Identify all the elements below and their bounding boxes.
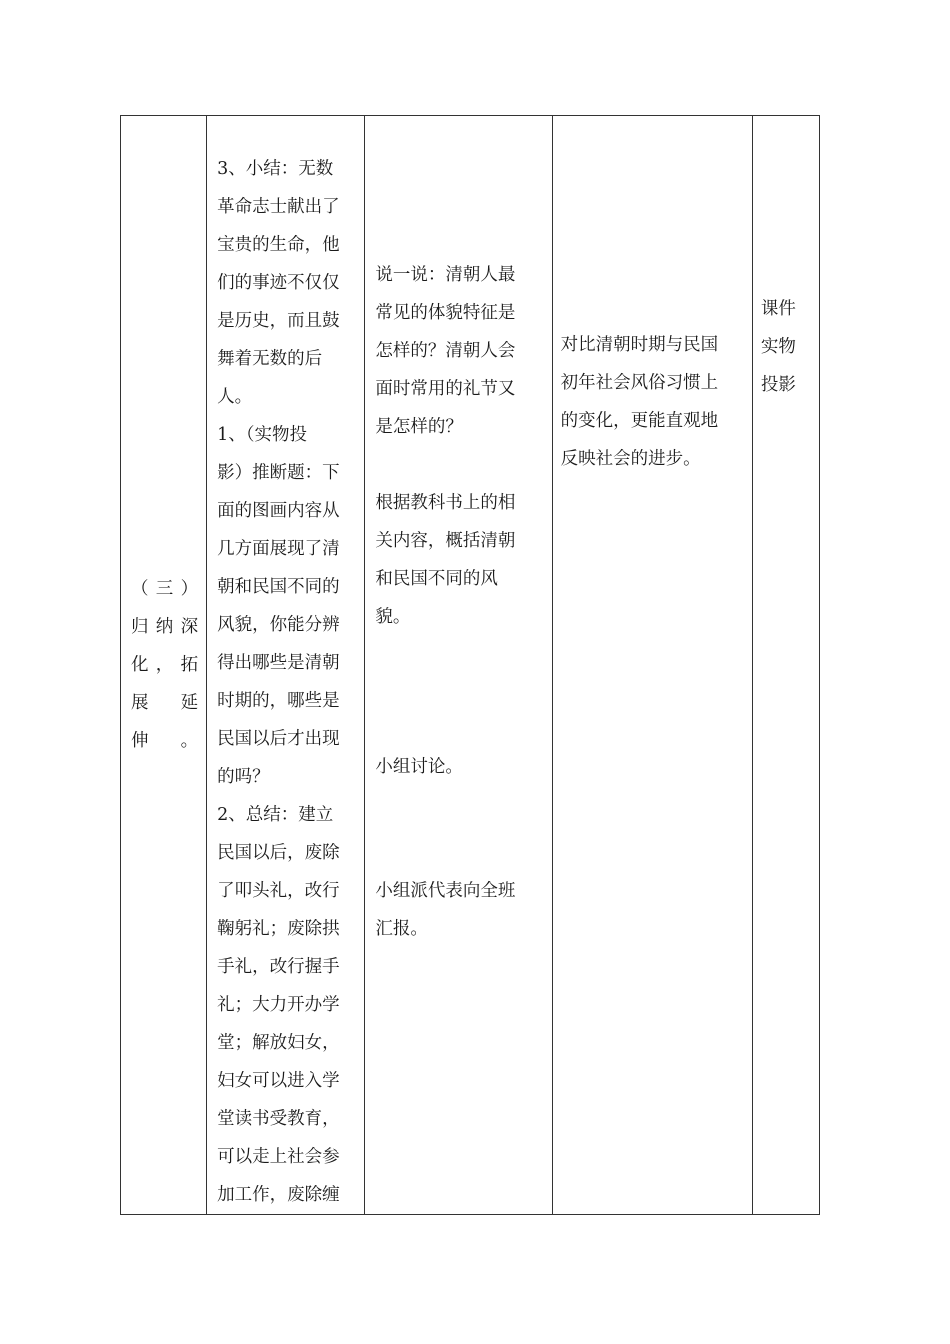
student-activity-discuss-question: 说一说：清朝人最 常见的体貌特征是 怎样的？清朝人会 面时常用的礼节又 是怎样的？	[375, 265, 516, 437]
teacher-activity-text: 3、小结：无数 革命志士献出了 宝贵的生命，他 们的事迹不仅仅 是历史，而且鼓 舞着无数的后 人。 1、（实物投 影）推断题：下 面的图画内容从 几方面展现了清 朝和民国不同的 风貌，你能分辨 得出哪些是清朝 时期的，哪些是 民国以后才出现 的吗？ 2、总结：建立 民国以后，废除 了叩头礼，改行 鞠躬礼；废除拱 手礼，改行握手 礼；大力开办学 堂；解放妇女， 妇女可以进入学 堂读书受教育， 可以走上社会参 加工作，废除缠	[217, 159, 340, 1205]
student-activity-group-discussion: 小组讨论。	[375, 757, 463, 777]
stage-line: 归纳深	[131, 617, 199, 637]
student-activity-group-report: 小组派代表向全班 汇报。	[375, 881, 516, 939]
student-activity-text	[365, 116, 551, 948]
stage-line: 展延	[131, 693, 199, 713]
stage-label	[121, 570, 206, 760]
stage-cell	[121, 116, 207, 1215]
design-purpose-text: 对比清朝时期与民国 初年社会风俗习惯上 的变化，更能直观地 反映社会的进步。	[560, 335, 719, 469]
stage-line: （三）	[131, 579, 199, 599]
student-activity-summarize: 根据教科书上的相 关内容，概括清朝 和民国不同的风 貌。	[375, 493, 516, 627]
media-cell	[752, 116, 819, 1215]
table-row	[121, 116, 820, 1215]
lesson-plan-table	[120, 115, 820, 1215]
media-text: 课件 实物 投影	[760, 299, 796, 395]
teacher-activity-cell	[207, 116, 365, 1215]
stage-line: 伸。	[131, 731, 199, 751]
design-purpose-cell	[552, 116, 752, 1215]
student-activity-cell	[365, 116, 552, 1215]
stage-line: 化，拓	[131, 655, 199, 675]
